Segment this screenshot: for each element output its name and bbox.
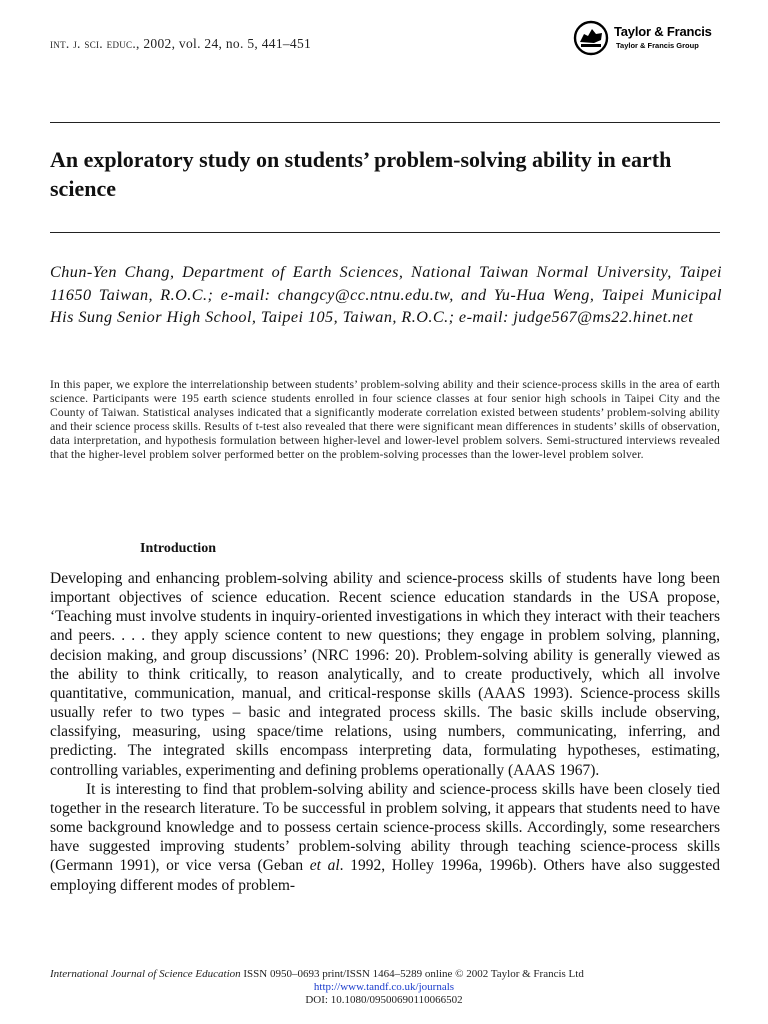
title-bottom-rule bbox=[50, 232, 720, 233]
footer-issn-line bbox=[50, 968, 720, 980]
journal-abbrev: int. j. sci. educ. bbox=[50, 36, 137, 51]
footer-issn: ISSN 0950–0693 print/ISSN 1464–5289 online © 2002 Taylor & Francis Ltd bbox=[240, 968, 584, 980]
paragraph-text: It is interesting to find that problem-solving ability and science-process skills have been closely tied together in the research literature. To be successful in problem solving, it appears that students need to have some background knowledge and to possess certain science-process skills. Accordingly, some researchers have suggested improving students’ problem-solving ability through teaching science-process skills (Germann 1991), or vice versa (Geban bbox=[50, 780, 720, 875]
issue-info: , 2002, vol. 24, no. 5, 441–451 bbox=[136, 36, 312, 51]
publisher-group: Taylor & Francis Group bbox=[616, 41, 699, 50]
et-al-italic: et al bbox=[309, 857, 340, 875]
paragraph-text: . 1992, Holley 1996a, 1996b). Others have also suggested employing different modes of problem- bbox=[50, 857, 720, 894]
abstract: In this paper, we explore the interrelationship between students’ problem-solving ability and their science-process skills in the area of earth science. Participants were 195 earth science students enrolled in four science classes at four senior high schools in Taipei City and the County of Taiwan. Statistical analyses indicated that a significantly moderate correlation existed between students’ problem-solving ability and their science process skills. Results of t-test also revealed that there were significant mean differences in students’ skills of observation, data interpretation, and hypothesis formulation between higher-level and lower-level problem solvers. Semi-structured interviews revealed that the higher-level problem solver performed better on the problem-solving processes than the lower-level problem solver. bbox=[50, 378, 720, 462]
footer-url[interactable]: http://www.tandf.co.uk/journals bbox=[313, 981, 455, 993]
footer-journal-name: International Journal of Science Education bbox=[50, 968, 241, 980]
article-title: An exploratory study on students’ problem-solving ability in earth science bbox=[50, 147, 672, 201]
body-paragraph bbox=[50, 780, 720, 895]
journal-citation-header bbox=[50, 36, 311, 52]
publisher-name: Taylor & Francis bbox=[614, 24, 712, 39]
title-top-rule bbox=[50, 122, 720, 123]
body-paragraph: Developing and enhancing problem-solving ability and science-process skills of students have long been important objectives of science education. Recent science education standards in the USA propose, ‘Teaching must involve students in inquiry-oriented investigations in which they interact with their teachers and peers. . . . they apply science content to new questions; they engage in problem solving, planning, decision making, and group discussions’ (NRC 1996: 20). Problem-solving ability is generally viewed as the ability to think critically, to reason analytically, and to create productively, which all involve quantitative, communication, manual, and critical-response skills (AAAS 1993). Science-process skills usually refer to two types – basic and integrated process skills. The basic skills include observing, classifying, measuring, using space/time relations, using numbers, communicating, inferring, and predicting. The integrated skills encompass interpreting data, formulating hypotheses, estimating, controlling variables, experimenting and defining problems operationally (AAAS 1967). bbox=[50, 570, 720, 779]
publisher-logo bbox=[572, 20, 732, 56]
introduction-body bbox=[50, 569, 720, 895]
author-affiliations: Chun-Yen Chang, Department of Earth Sciences, National Taiwan Normal University, Taipei 11650 Taiwan, R.O.C.; e-mail: changcy@cc.ntnu.edu.tw, and Yu-Hua Weng, Taipei Municipal His Sung Senior High School, Taipei 105, Taiwan, R.O.C.; e-mail: judge567@ms22.hinet.net bbox=[50, 263, 722, 326]
section-heading-introduction: Introduction bbox=[140, 541, 216, 556]
footer-doi: DOI: 10.1080/09500690110066502 bbox=[305, 994, 463, 1006]
taylor-francis-logo-icon bbox=[572, 20, 610, 56]
